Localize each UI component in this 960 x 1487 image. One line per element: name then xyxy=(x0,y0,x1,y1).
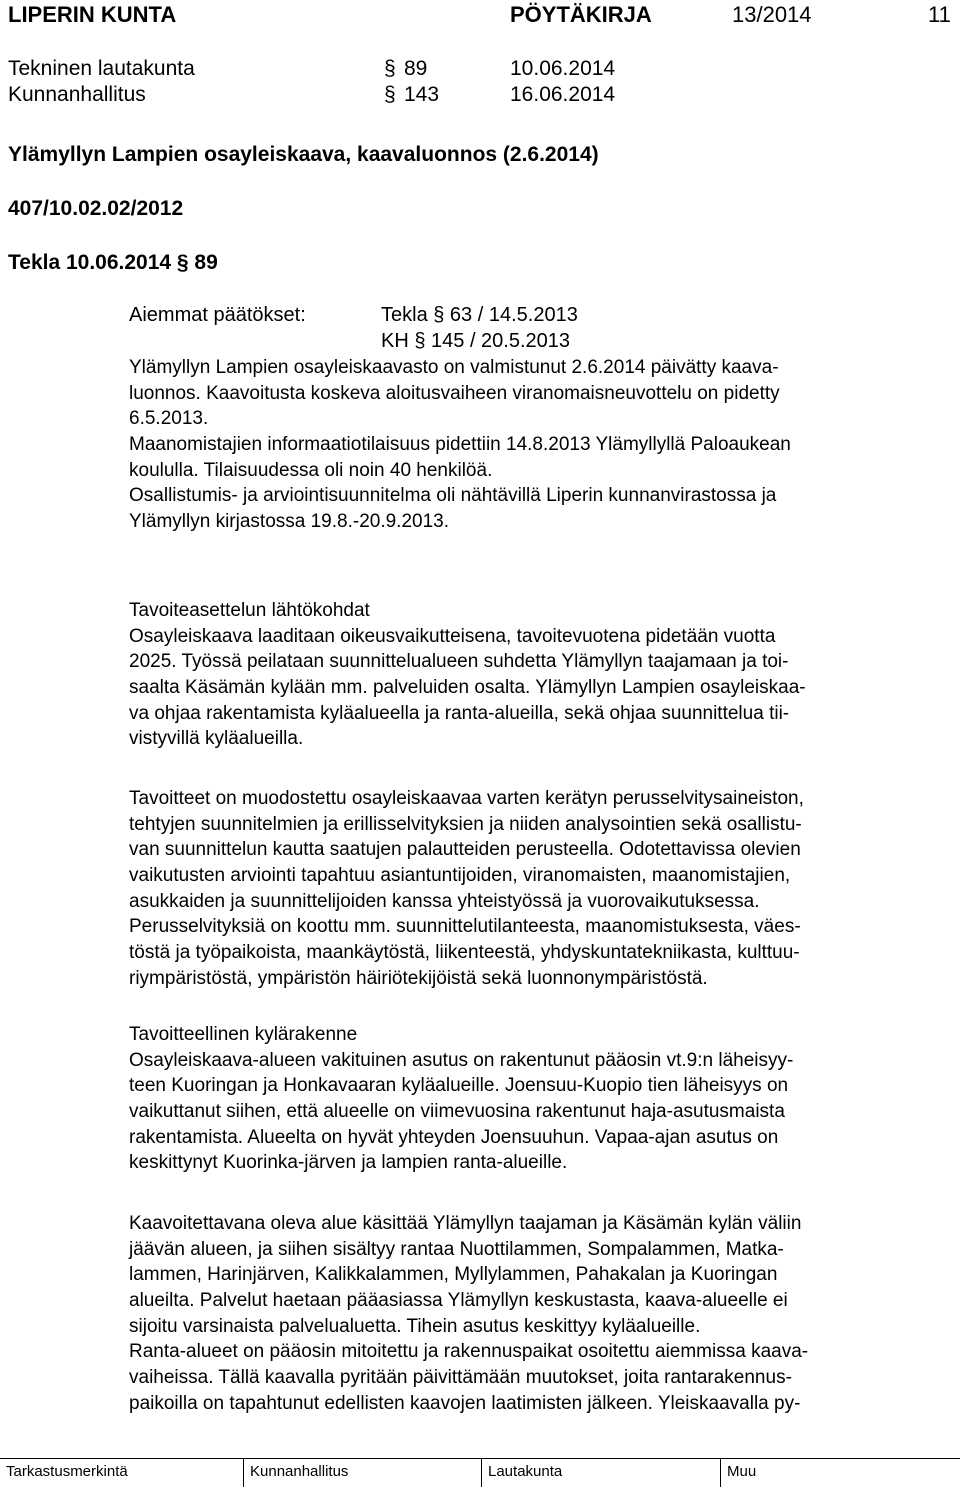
body-name-2: Kunnanhallitus xyxy=(8,83,146,106)
text-line: Kaavoitettavana oleva alue käsittää Ylämyllyn taajaman ja Käsämän kylän väliin xyxy=(129,1213,802,1234)
text-line: van suunnittelun kautta saatujen palautteiden perusteella. Odotettavissa olevien xyxy=(129,839,801,861)
section-symbol-2: § xyxy=(384,83,396,106)
paragraph-planning-area xyxy=(129,1211,931,1417)
text-line: vaiheissa. Tällä kaavalla pyritään päivittämään muutokset, joita rantarakennus- xyxy=(129,1367,792,1389)
document-title: Ylämyllyn Lampien osayleiskaava, kaavaluonnos (2.6.2014) xyxy=(8,143,599,166)
text-line: töstä ja työpaikoista, maankäytöstä, liikenteestä, yhdyskuntatekniikasta, kulttuu- xyxy=(129,942,800,964)
organization-name: LIPERIN KUNTA xyxy=(8,2,177,27)
section-number-1: 89 xyxy=(404,57,428,80)
document-type: PÖYTÄKIRJA xyxy=(510,2,652,27)
reference-number: 407/10.02.02/2012 xyxy=(8,197,184,220)
session-reference: Tekla 10.06.2014 § 89 xyxy=(8,251,218,274)
text-line: koululla. Tilaisuudessa oli noin 40 henkilöä. xyxy=(129,459,493,481)
text-line: alueilta. Palvelut haetaan pääasiassa Ylämyllyn keskustasta, kaava-alueelle ei xyxy=(129,1290,788,1312)
footer-bar xyxy=(0,1458,960,1487)
page-number: 11 xyxy=(928,2,951,27)
text-line: asukkaiden ja suunnittelijoiden kanssa yhteistyössä ja vuorovaikutuksessa. xyxy=(129,890,760,912)
text-line: Osayleiskaava laaditaan oikeusvaikutteisena, tavoitevuotena pidetään vuotta xyxy=(129,625,776,647)
text-line: rakentamista. Alueelta on hyvät yhteyden Joensuuhun. Vapaa-ajan asutus on xyxy=(129,1126,779,1148)
text-line: luonnos. Kaavoitusta koskeva aloitusvaiheen viranomaisneuvottelu on pidetty xyxy=(129,382,780,404)
text-line: Osallistumis- ja arviointisuunnitelma oli nähtävillä Liperin kunnanvirastossa ja xyxy=(129,485,777,507)
text-line: Tavoitteet on muodostettu osayleiskaavaa varten kerätyn perusselvitysaineiston, xyxy=(129,788,804,809)
paragraph-objectives xyxy=(129,786,931,992)
previous-decision-2: KH § 145 / 20.5.2013 xyxy=(381,330,571,352)
text-line: 6.5.2013. xyxy=(129,408,209,430)
section-symbol-1: § xyxy=(384,57,396,80)
footer-cell-council: Kunnanhallitus xyxy=(244,1459,482,1487)
paragraph-goal-setting xyxy=(129,598,931,752)
section-heading: Tavoiteasettelun lähtökohdat xyxy=(129,600,370,621)
text-line: keskittynyt Kuorinka-järven ja lampien ranta-alueille. xyxy=(129,1152,568,1174)
text-line: Ylämyllyn Lampien osayleiskaavasto on valmistunut 2.6.2014 päivätty kaava- xyxy=(129,357,779,378)
meeting-date-1: 10.06.2014 xyxy=(510,57,616,80)
text-line: vaikuttanut siihen, että alueelle on viimevuosina rakentunut haja-asutusmaista xyxy=(129,1101,785,1123)
previous-decision-1: Tekla § 63 / 14.5.2013 xyxy=(381,304,578,326)
text-line: saalta Käsämän kylään mm. palveluiden osalta. Ylämyllyn Lampien osayleiskaa- xyxy=(129,677,806,699)
text-line: Ylämyllyn kirjastossa 19.8.-20.9.2013. xyxy=(129,511,449,533)
footer-cell-inspection: Tarkastusmerkintä xyxy=(0,1459,244,1487)
text-line: vistyvillä kyläalueilla. xyxy=(129,728,304,750)
footer-cell-other: Muu xyxy=(727,1463,757,1480)
text-line: sijoitu varsinaista palvelualuetta. Tihein asutus keskittyy kyläalueille. xyxy=(129,1315,701,1337)
section-heading: Tavoitteellinen kylärakenne xyxy=(129,1024,358,1045)
text-line: Ranta-alueet on pääosin mitoitettu ja rakennuspaikat osoitettu aiemmissa kaava- xyxy=(129,1341,809,1363)
text-line: paikoilla on tapahtunut edellisten kaavojen laatimisten jälkeen. Yleiskaavalla py- xyxy=(129,1392,801,1414)
text-line: Osayleiskaava-alueen vakituinen asutus on rakentunut pääosin vt.9:n läheisyy- xyxy=(129,1049,794,1071)
text-line: 2025. Työssä peilataan suunnittelualueen suhdetta Ylämyllyn taajamaan ja toi- xyxy=(129,651,789,673)
text-line: vaikutusten arviointi tapahtuu asiantuntijoiden, viranomaisten, maanomistajien, xyxy=(129,865,791,887)
document-number: 13/2014 xyxy=(732,2,812,27)
paragraph-village-structure xyxy=(129,1022,931,1176)
text-line: lammen, Harinjärven, Kalikkalammen, Myllylammen, Pahakalan ja Kuoringan xyxy=(129,1264,778,1286)
text-line: va ohjaa rakentamista kyläalueella ja ranta-alueilla, sekä ohjaa suunnittelua tii- xyxy=(129,702,790,724)
body-name-1: Tekninen lautakunta xyxy=(8,57,195,80)
previous-decisions-label: Aiemmat päätökset: xyxy=(129,304,306,326)
meeting-date-2: 16.06.2014 xyxy=(510,83,616,106)
paragraph-status xyxy=(129,355,931,535)
text-line: Perusselvityksiä on koottu mm. suunnittelutilanteesta, maanomistuksesta, väes- xyxy=(129,916,801,938)
section-number-2: 143 xyxy=(404,83,440,106)
text-line: tehtyjen suunnitelmien ja erillisselvityksien ja niiden analysointien sekä osallistu- xyxy=(129,813,802,835)
text-line: riympäristöstä, ympäristön häiriötekijöistä sekä luonnonympäristöstä. xyxy=(129,967,708,989)
text-line: Maanomistajien informaatiotilaisuus pidettiin 14.8.2013 Ylämyllyllä Paloaukean xyxy=(129,434,791,456)
footer-cell-board: Lautakunta xyxy=(482,1459,721,1487)
text-line: jäävän alueen, ja siihen sisältyy rantaa Nuottilammen, Sompalammen, Matka- xyxy=(129,1238,784,1260)
text-line: teen Kuoringan ja Honkavaaran kyläalueille. Joensuu-Kuopio tien läheisyys on xyxy=(129,1075,789,1097)
